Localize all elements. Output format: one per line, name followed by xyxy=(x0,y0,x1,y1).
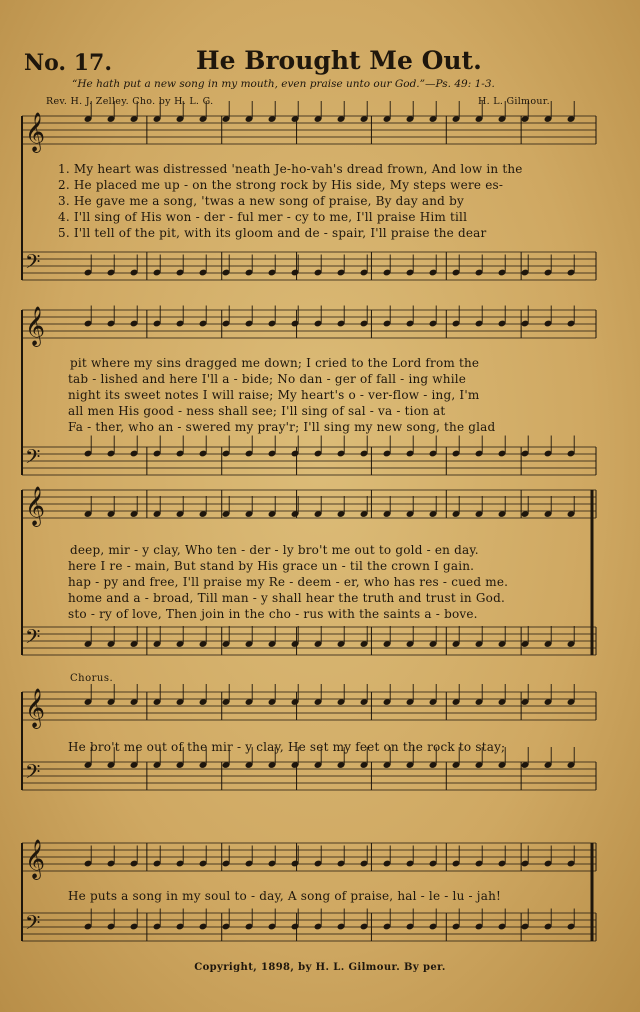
verse-2-line-3: here I re - main, But stand by His grace un - til the crown I gain. xyxy=(68,559,475,573)
verse-3-line-2: night its sweet notes I will raise; My heart's o - ver-flow - ing, I'm xyxy=(68,388,480,402)
treble-clef-icon: 𝄞 xyxy=(25,486,46,526)
verse-5-line-2: Fa - ther, who an - swered my pray'r; I'll sing my new song, the glad xyxy=(68,420,496,434)
chorus-line-2: He puts a song in my soul to - day, A song of praise, hal - le - lu - jah! xyxy=(68,889,502,903)
bass-clef-icon: 𝄢 xyxy=(25,445,41,473)
hymn-title: He Brought Me Out. xyxy=(196,46,482,75)
bass-clef-icon: 𝄢 xyxy=(25,760,41,788)
verse-3-line-1: 3. He gave me a song, 'twas a new song of praise, By day and by xyxy=(58,194,464,208)
words-credit: Rev. H. J. Zelley. Cho. by H. L. G. xyxy=(46,96,214,107)
verse-4-line-1: 4. I'll sing of His won - der - ful mer - cy to me, I'll praise Him till xyxy=(58,210,468,224)
bass-clef-icon: 𝄢 xyxy=(25,625,41,653)
verse-5-line-3: sto - ry of love, Then join in the cho - rus with the saints a - bove. xyxy=(68,607,478,621)
bass-clef-icon: 𝄢 xyxy=(25,250,41,278)
music-credit: H. L. Gilmour. xyxy=(478,96,550,107)
verse-4-line-2: all men His good - ness shall see; I'll sing of sal - va - tion at xyxy=(68,404,446,418)
chorus-label: Chorus. xyxy=(70,673,114,684)
treble-clef-icon: 𝄞 xyxy=(25,112,46,152)
chorus-line-1: He bro't me out of the mir - y clay, He set my feet on the rock to stay; xyxy=(68,740,506,754)
treble-clef-icon: 𝄞 xyxy=(25,306,46,346)
verse-4-line-3: home and a - broad, Till man - y shall hear the truth and trust in God. xyxy=(68,591,505,605)
treble-clef-icon: 𝄞 xyxy=(25,688,46,728)
verse-5-line-1: 5. I'll tell of the pit, with its gloom and de - spair, I'll praise the dear xyxy=(58,226,487,240)
treble-clef-icon: 𝄞 xyxy=(25,839,46,879)
verse-1-line-2: pit where my sins dragged me down; I cried to the Lord from the xyxy=(70,356,480,370)
bass-clef-icon: 𝄢 xyxy=(25,911,41,939)
verse-3-line-3: hap - py and free, I'll praise my Re - deem - er, who has res - cued me. xyxy=(68,575,509,589)
verse-2-line-1: 2. He placed me up - on the strong rock by His side, My steps were es- xyxy=(58,178,504,192)
scripture-epigraph: “He hath put a new song in my mouth, even praise unto our God.”—Ps. 49: 1-3. xyxy=(72,78,495,90)
hymn-number: No. 17. xyxy=(24,50,112,76)
copyright-notice: Copyright, 1898, by H. L. Gilmour. By per. xyxy=(194,962,446,973)
verse-2-line-2: tab - lished and here I'll a - bide; No dan - ger of fall - ing while xyxy=(68,372,467,386)
verse-1-line-3: deep, mir - y clay, Who ten - der - ly bro't me out to gold - en day. xyxy=(70,543,479,557)
verse-1-line-1: 1. My heart was distressed 'neath Je-ho-vah's dread frown, And low in the xyxy=(58,162,523,176)
